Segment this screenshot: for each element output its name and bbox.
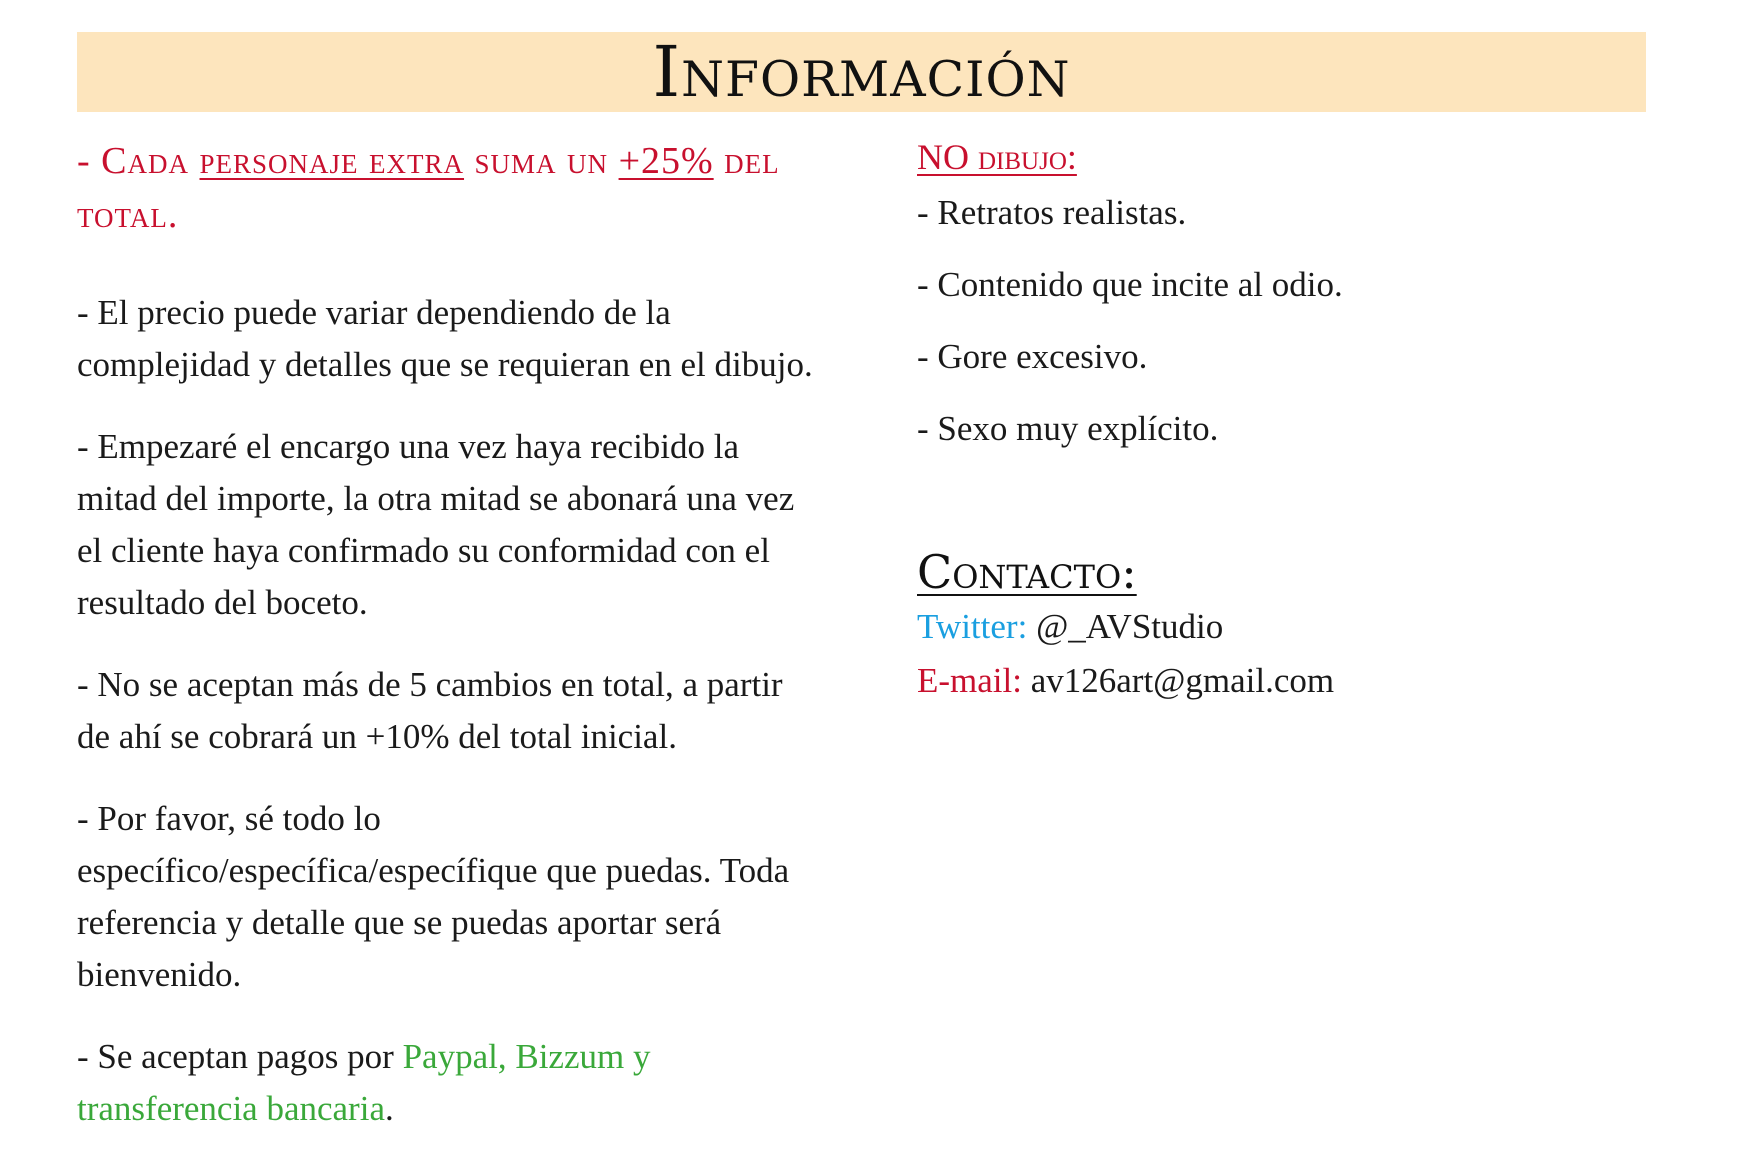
- payment-methods-list: Paypal, Bizzum y transferencia bancaria: [77, 1037, 651, 1128]
- specific-note: - Por favor, sé todo lo específico/específica/específique que puedas. Toda referencia y detalle que se puedas aportar será bienvenido.: [77, 799, 790, 994]
- payment-methods-prefix: - Se aceptan pagos por: [77, 1037, 403, 1076]
- no-draw-item: - Gore excesivo.: [917, 337, 1148, 376]
- twitter-label: Twitter:: [917, 607, 1028, 646]
- no-draw-item: - Retratos realistas.: [917, 193, 1187, 232]
- payment-methods-suffix: .: [384, 1089, 394, 1128]
- no-draw-item: - Sexo muy explícito.: [917, 409, 1219, 448]
- extra-percent: +25%: [618, 140, 714, 182]
- email-label: E-mail:: [917, 661, 1022, 700]
- extra-note-suffix: del total.: [77, 140, 780, 236]
- payment-methods-note: [77, 1031, 822, 1135]
- extra-character-link: personaje extra: [199, 140, 465, 182]
- changes-note: - No se aceptan más de 5 cambios en total, a partir de ahí se cobrará un +10% del total inicial.: [77, 665, 783, 756]
- restrictions-column: [917, 134, 1617, 708]
- payment-note: - Empezaré el encargo una vez haya recibido la mitad del importe, la otra mitad se abonará una vez el cliente haya confirmado su conformidad con el resultado del boceto.: [77, 427, 795, 622]
- page-title: Información: [652, 31, 1071, 113]
- twitter-contact[interactable]: [917, 600, 1617, 654]
- email-contact[interactable]: [917, 654, 1617, 708]
- email-address[interactable]: av126art@gmail.com: [1021, 661, 1335, 700]
- extra-note-middle: suma un: [464, 140, 619, 182]
- info-column: [77, 134, 822, 1165]
- contact-heading: Contacto:: [917, 545, 1137, 599]
- title-banner: [77, 32, 1646, 112]
- no-draw-item: - Contenido que incite al odio.: [917, 265, 1343, 304]
- extra-character-note: [77, 134, 822, 242]
- no-draw-heading: NO dibujo:: [917, 137, 1077, 177]
- twitter-handle[interactable]: @_AVStudio: [1027, 607, 1224, 646]
- price-note: - El precio puede variar dependiendo de la complejidad y detalles que se requieran en el dibujo.: [77, 293, 813, 384]
- extra-note-prefix: - Cada: [77, 140, 200, 182]
